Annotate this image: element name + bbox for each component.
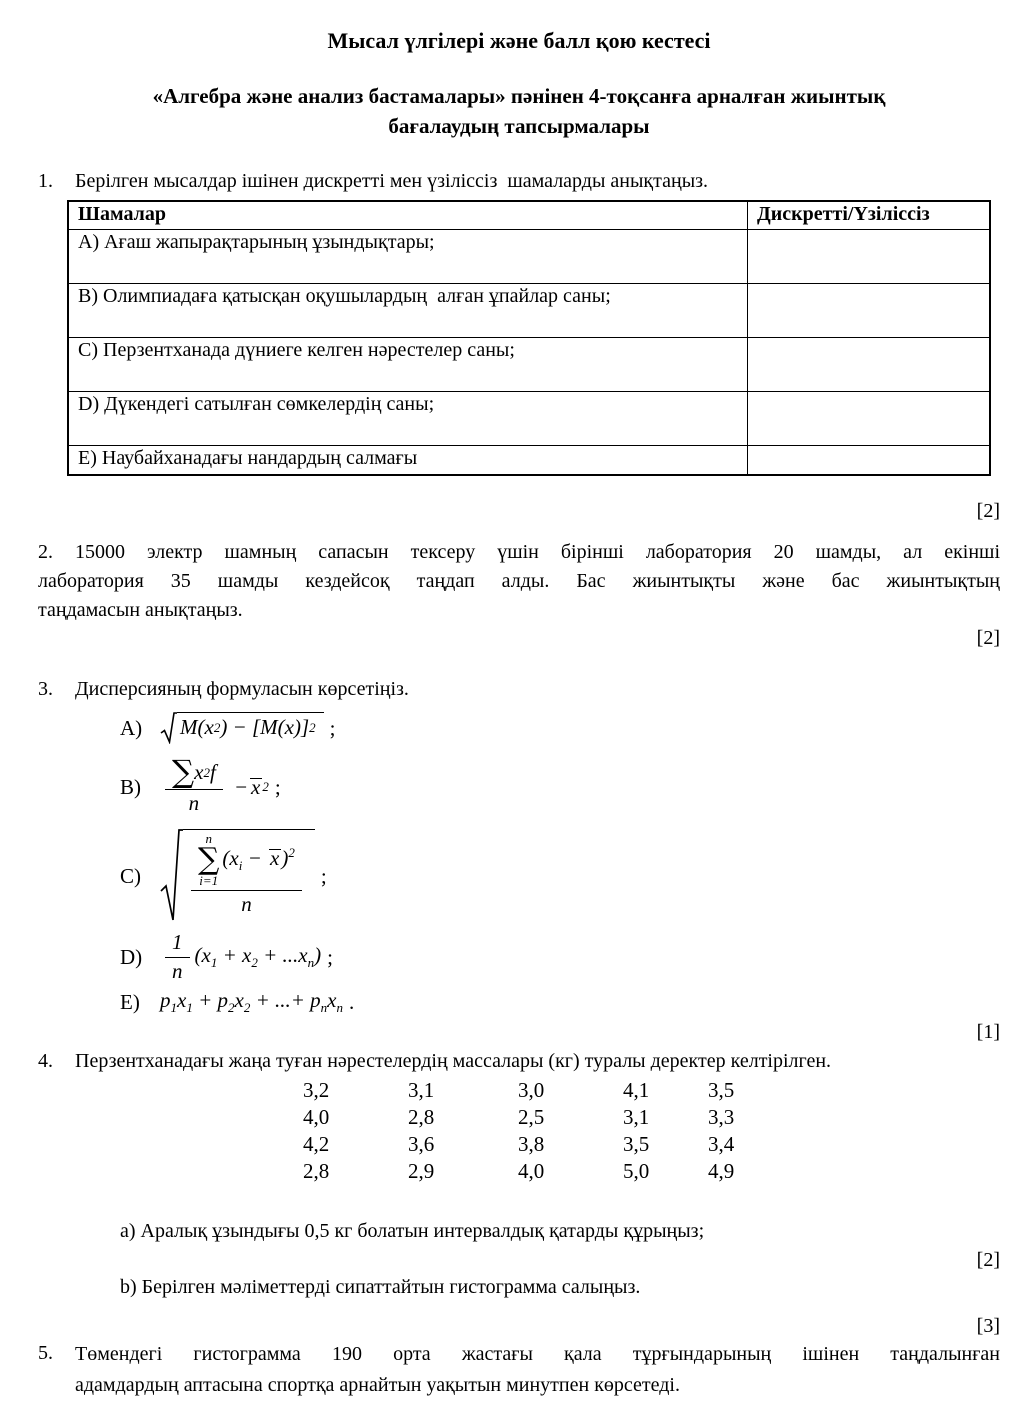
- grid-value: 3,2: [303, 1078, 330, 1102]
- question-2-line-2: лаборатория 35 шамды кездейсоқ таңдап алды. Бас жиынтықты және бас жиынтықтың: [38, 570, 1000, 592]
- question-4a-marks: [2]: [976, 1249, 1000, 1271]
- fraction-numerator: [191, 832, 302, 891]
- table-header-values: Шамалар: [68, 201, 748, 230]
- question-2-marks: [2]: [976, 627, 1000, 649]
- fraction-numerator: ∑ x 2 f: [165, 758, 223, 790]
- row-b-answer-cell[interactable]: [748, 284, 991, 338]
- fraction-denominator: n: [188, 791, 200, 816]
- row-b-label: В) Олимпиадаға қатысқан оқушылардың алған ұпайлар саны;: [68, 284, 748, 338]
- fraction: [165, 753, 223, 816]
- grid-value: 3,1: [623, 1105, 650, 1129]
- sqrt-expression: [160, 712, 324, 744]
- subtitle-line-1: «Алгебра және анализ бастамалары» пәнінен 4-тоқсанға арналған жиынтық: [152, 84, 886, 108]
- question-5-line-2: адамдардың аптасына спортқа арнайтын уақытын минутпен көрсетеді.: [75, 1374, 680, 1396]
- page-title: Мысал үлгілері және балл қою кестесі: [327, 28, 711, 53]
- question-1-marks: [2]: [976, 500, 1000, 522]
- row-e-label: Е) Наубайханадағы нандардың салмағы: [68, 446, 748, 476]
- radical-sign-icon: [160, 712, 177, 744]
- option-e-label: Е): [120, 989, 140, 1014]
- option-b-label: В): [120, 774, 141, 799]
- question-3-marks: [1]: [976, 1021, 1000, 1043]
- question-1: [38, 167, 1000, 195]
- sum-lower-limit: i=1: [199, 873, 219, 889]
- grid-value: 3,6: [408, 1132, 435, 1156]
- question-5-line-1: Төмендегі гистограмма 190 орта жастағы қала тұрғындарының ішінен таңдалынған: [75, 1343, 1000, 1365]
- question-1-text: Берілген мысалдар ішінен дискретті мен үзіліссіз шамаларды анықтаңыз.: [75, 170, 709, 192]
- question-4-data-grid: [303, 1077, 1000, 1185]
- row-d-answer-cell[interactable]: [748, 392, 991, 446]
- grid-value: 5,0: [623, 1159, 650, 1183]
- question-4b-marks: [3]: [976, 1315, 1000, 1337]
- grid-value: 4,0: [518, 1159, 545, 1183]
- radical-sign-icon: [160, 829, 183, 923]
- row-c-label: С) Перзентханада дүниеге келген нәрестелер саны;: [68, 338, 748, 392]
- option-e-suffix: .: [349, 989, 355, 1014]
- question-3: [38, 675, 1000, 703]
- fraction: [191, 832, 302, 917]
- option-a-label: А): [120, 715, 143, 740]
- grid-value: 4,9: [708, 1159, 735, 1183]
- grid-value: 2,8: [303, 1159, 330, 1183]
- option-e: [120, 987, 1000, 1017]
- option-c: [120, 827, 1000, 925]
- table-row: [68, 230, 990, 284]
- row-a-label: А) Ағаш жапырақтарының ұзындықтары;: [68, 230, 748, 284]
- option-d-label: D): [120, 944, 143, 969]
- grid-value: 3,8: [518, 1132, 545, 1156]
- sum-upper-limit: n: [205, 831, 212, 846]
- question-3-text: Дисперсияның формуласын көрсетіңіз.: [75, 678, 409, 700]
- table-header-discrete-continuous: Дискретті/Үзіліссіз: [748, 201, 991, 230]
- formula-tail: − x 2: [233, 774, 269, 799]
- grid-value: 4,0: [303, 1105, 330, 1129]
- grid-value: 2,8: [408, 1105, 435, 1129]
- row-e-answer-cell[interactable]: [748, 446, 991, 476]
- grid-value: 3,5: [623, 1132, 650, 1156]
- formula-body: $(x_1 + x_2 + ...x_n)$: [194, 942, 322, 971]
- sigma-icon: ∑: [198, 841, 220, 877]
- option-d: [120, 931, 1000, 983]
- grid-value: 3,0: [518, 1078, 545, 1102]
- fraction-denominator: n: [172, 959, 183, 983]
- question-1-table: [67, 200, 991, 476]
- option-c-suffix: ;: [320, 863, 327, 888]
- fraction-numerator: 1: [165, 930, 190, 958]
- row-c-answer-cell[interactable]: [748, 338, 991, 392]
- table-row: [68, 392, 990, 446]
- formula-radicand: M(x 2 ) − [M(x)] 2: [177, 712, 324, 740]
- question-4-number: 4.: [38, 1050, 53, 1072]
- sum-with-limits: [198, 832, 219, 888]
- option-b: [120, 755, 1000, 819]
- question-1-number: 1.: [38, 170, 53, 192]
- option-c-label: С): [120, 863, 141, 888]
- sqrt-expression: [160, 829, 315, 923]
- formula-body: $p_1x_1 + p_2x_2$ + ...+ $p_nx_n$: [160, 987, 343, 1016]
- grid-value: 2,9: [408, 1159, 435, 1183]
- formula-radicand: [183, 829, 315, 917]
- question-5-number: 5.: [38, 1342, 53, 1364]
- fraction-denominator: n: [241, 891, 252, 916]
- row-d-label: D) Дүкендегі сатылған сөмкелердің саны;: [68, 392, 748, 446]
- question-4: [38, 1047, 1000, 1075]
- question-3-options: [120, 709, 1000, 1017]
- question-5-text: [75, 1339, 1000, 1401]
- sum-argument: $(x_i - x)^2$: [222, 845, 295, 874]
- grid-value: 4,2: [303, 1132, 330, 1156]
- grid-value: 3,4: [708, 1132, 735, 1156]
- option-a: [120, 709, 1000, 747]
- question-2: [38, 538, 1000, 625]
- option-b-suffix: ;: [274, 774, 281, 799]
- subtitle-line-2: бағалаудың тапсырмалары: [388, 114, 650, 138]
- grid-value: 3,1: [408, 1078, 435, 1102]
- question-2-line-3: таңдамасын анықтаңыз.: [38, 599, 243, 621]
- row-a-answer-cell[interactable]: [748, 230, 991, 284]
- question-4-text: Перзентханадағы жаңа туған нәрестелердің массалары (кг) туралы деректер келтірілген.: [75, 1050, 832, 1072]
- option-a-suffix: ;: [329, 715, 336, 740]
- option-d-suffix: ;: [327, 944, 333, 969]
- grid-value: 3,5: [708, 1078, 735, 1102]
- table-row: [68, 446, 990, 476]
- question-3-number: 3.: [38, 678, 53, 700]
- question-4b-text: b) Берілген мәліметтерді сипаттайтын гистограмма салыңыз.: [120, 1276, 641, 1298]
- table-row: [68, 338, 990, 392]
- fraction: [165, 930, 190, 984]
- grid-value: 4,1: [623, 1078, 650, 1102]
- question-5: [38, 1339, 1000, 1401]
- page-subtitle: [38, 81, 1000, 141]
- table-row: [68, 284, 990, 338]
- grid-value: 3,3: [708, 1105, 735, 1129]
- grid-value: 2,5: [518, 1105, 545, 1129]
- question-4a-text: a) Аралық ұзындығы 0,5 кг болатын интервалдық қатарды құрыңыз;: [120, 1220, 705, 1242]
- table-header-row: [68, 201, 990, 230]
- question-2-line-1: 2. 15000 электр шамның сапасын тексеру үшін бірінші лаборатория 20 шамды, ал екінші: [38, 541, 1000, 563]
